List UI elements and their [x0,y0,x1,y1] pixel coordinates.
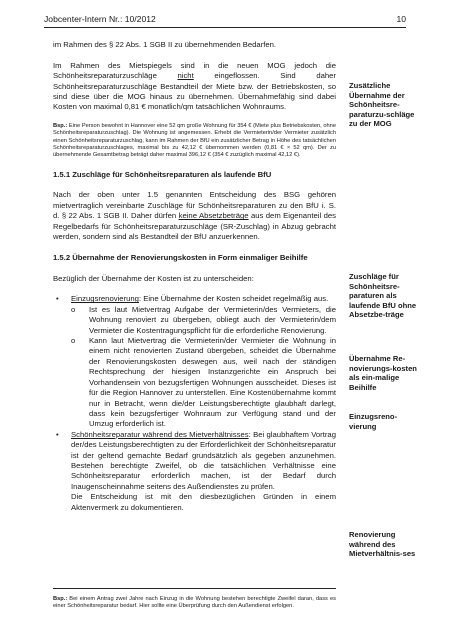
margin-note: Renovierung während des Mietverhältnis-ses [349,530,416,559]
section-heading: 1.5.2 Übernahme der Renovierungskosten in Form einmaliger Beihilfe [53,252,308,262]
sub-list-item: o Ist es laut Mietvertrag Aufgabe der Vermieterin/des Vermieters, die Wohnung renoviert zu übergeben, obliegt auch der Vermieterin/dem Vermieter die Kostentragungspflicht für die erforderliche Renovierung. [71,304,336,335]
sub-list-item: o Kann laut Mietvertrag die Vermieterin/der Vermieter die Wohnung in einem nicht renovierten Zustand übergeben, scheidet die Übernahme der Renovierungskosten deswegen aus, weil nach der ständigen Rechtsprechung der hiesigen Instanzgerichte ein Anspruch bei Vorhandensein von bezugsfertigen Wohnungen ausscheidet. Dieses ist für die Region Hannover zu unterstellen. Eine Kostenübernahme kommt nur in Betracht, wenn die/der Leistungsberechtigte glaubhaft darlegt, dass kein bezugsfertiger Wohnraum zur Verfügung stand und der Umzug erforderlich ist. [71,336,336,429]
example-note: Bsp.: Eine Person bewohnt in Hannover eine 52 qm große Wohnung für 354 € (Miete plus Betriebskosten, ohne Schönheitsreparaturzuschlag). Die Wohnung ist angemessen. Erhebt die Vermieterin/der Vermieter zusätzlich einen Schönheitsreparaturzuschlag, kann im Rahmen der BfU ein zusätzlicher Betrag in Höhe des tatsächlichen Schönheitsreparaturzuschlages, maximal bis zu 42,12 € übernommen werden (0,81 € × 52 qm). Der zu übernehmende Gesamtbetrag beträgt daher maximal 396,12 € (354 € zuzüglich maximal 42,12 €). [53,123,336,159]
margin-note: Zusätzliche Übernahme der Schönheitsre-paraturzu-schläge zu der MOG [349,81,415,129]
underlined-word: nicht [177,71,194,81]
bullet-icon: • [56,429,59,439]
underlined-word: keine Absetzbeträge [178,211,249,221]
list-item: • Schönheitsreparatur während des Mietverhältnisses: Bei glaubhaftem Vortrag der/des Leistungsberechtigten zu der Erforderlichkeit der Schönheitsreparatur ist der geltend gemachte Bedarf grundsätzlich als gegeben anzunehmen. Bestehen berechtigte Zweifel, ob die tatsächlichen Verhältnisse eine Schönheitsreparatur erforderlich machen, ist der Bedarf durch Inaugenscheinnahme seitens des Außendienstes zu prüfen. [56,429,336,491]
section-heading: 1.5.1 Zuschläge für Schönheitsreparaturen als laufende BfU [53,169,272,179]
footnote-divider [53,588,336,589]
header-title: Jobcenter-Intern Nr.: 10/2012 [44,14,156,24]
main-content [53,40,336,513]
page-header [44,14,406,28]
margin-note: Zuschläge für Schönheitsre-paraturen als laufende BfU ohne Absetzbe-träge [349,272,417,320]
bullet-icon: • [56,294,59,304]
margin-note: Einzugsreno-vierung [349,412,398,431]
footnote: Bsp.: Bei einem Antrag zwei Jahre nach Einzug in die Wohnung bestehen berechtigte Zweifel daran, dass es einer Schönheitsreparatur bedarf. Hier sollte eine Überprüfung durch den Außendienst erfolgen. [53,596,336,610]
list-item-continuation: Die Entscheidung ist mit den diesbezüglichen Gründen in einem Aktenvermerk zu dokumentieren. [71,492,336,512]
paragraph: Bezüglich der Übernahme der Kosten ist zu unterscheiden: [53,273,254,283]
circle-bullet-icon: o [71,304,76,314]
circle-bullet-icon: o [71,336,76,346]
paragraph: Nach der oben unter 1.5 genannten Entscheidung des BSG gehören mietvertraglich vereinbarte Zuschläge für Schönheitsreparaturen zu den BfU i. S. d. § 22 Abs. 1 SGB II. Daher dürfen keine Absetzbeträge aus dem Eigenanteil des Regelbedarfs für Schönheitsreparaturzuschläge (SR-Zuschlag) in Abzug gebracht werden, sondern sind als Bestandteil der BfU anzuerkennen. [53,190,336,242]
paragraph: Im Rahmen des Mietspiegels sind in die neuen MOG jedoch die Schönheitsreparaturzuschläge nicht eingeflossen. Sind daher Schönheitsreparaturzuschläge Bestandteil der Miete bzw. der Betriebskosten, so sind diese über die MOG hinaus zu übernehmen. Übernahmefähig sind dabei Kosten von maximal 0,81 € monatlich/qm tatsächlichen Wohnraums. [53,60,336,112]
paragraph: im Rahmen des § 22 Abs. 1 SGB II zu übernehmenden Bedarfen. [53,40,277,49]
list-item: • Einzugsrenovierung: Eine Übernahme der Kosten scheidet regelmäßig aus. [56,294,329,304]
page-number: 10 [396,14,406,24]
margin-note: Übernahme Re-novierungs-kosten als ein-malige Beihilfe [349,354,417,392]
